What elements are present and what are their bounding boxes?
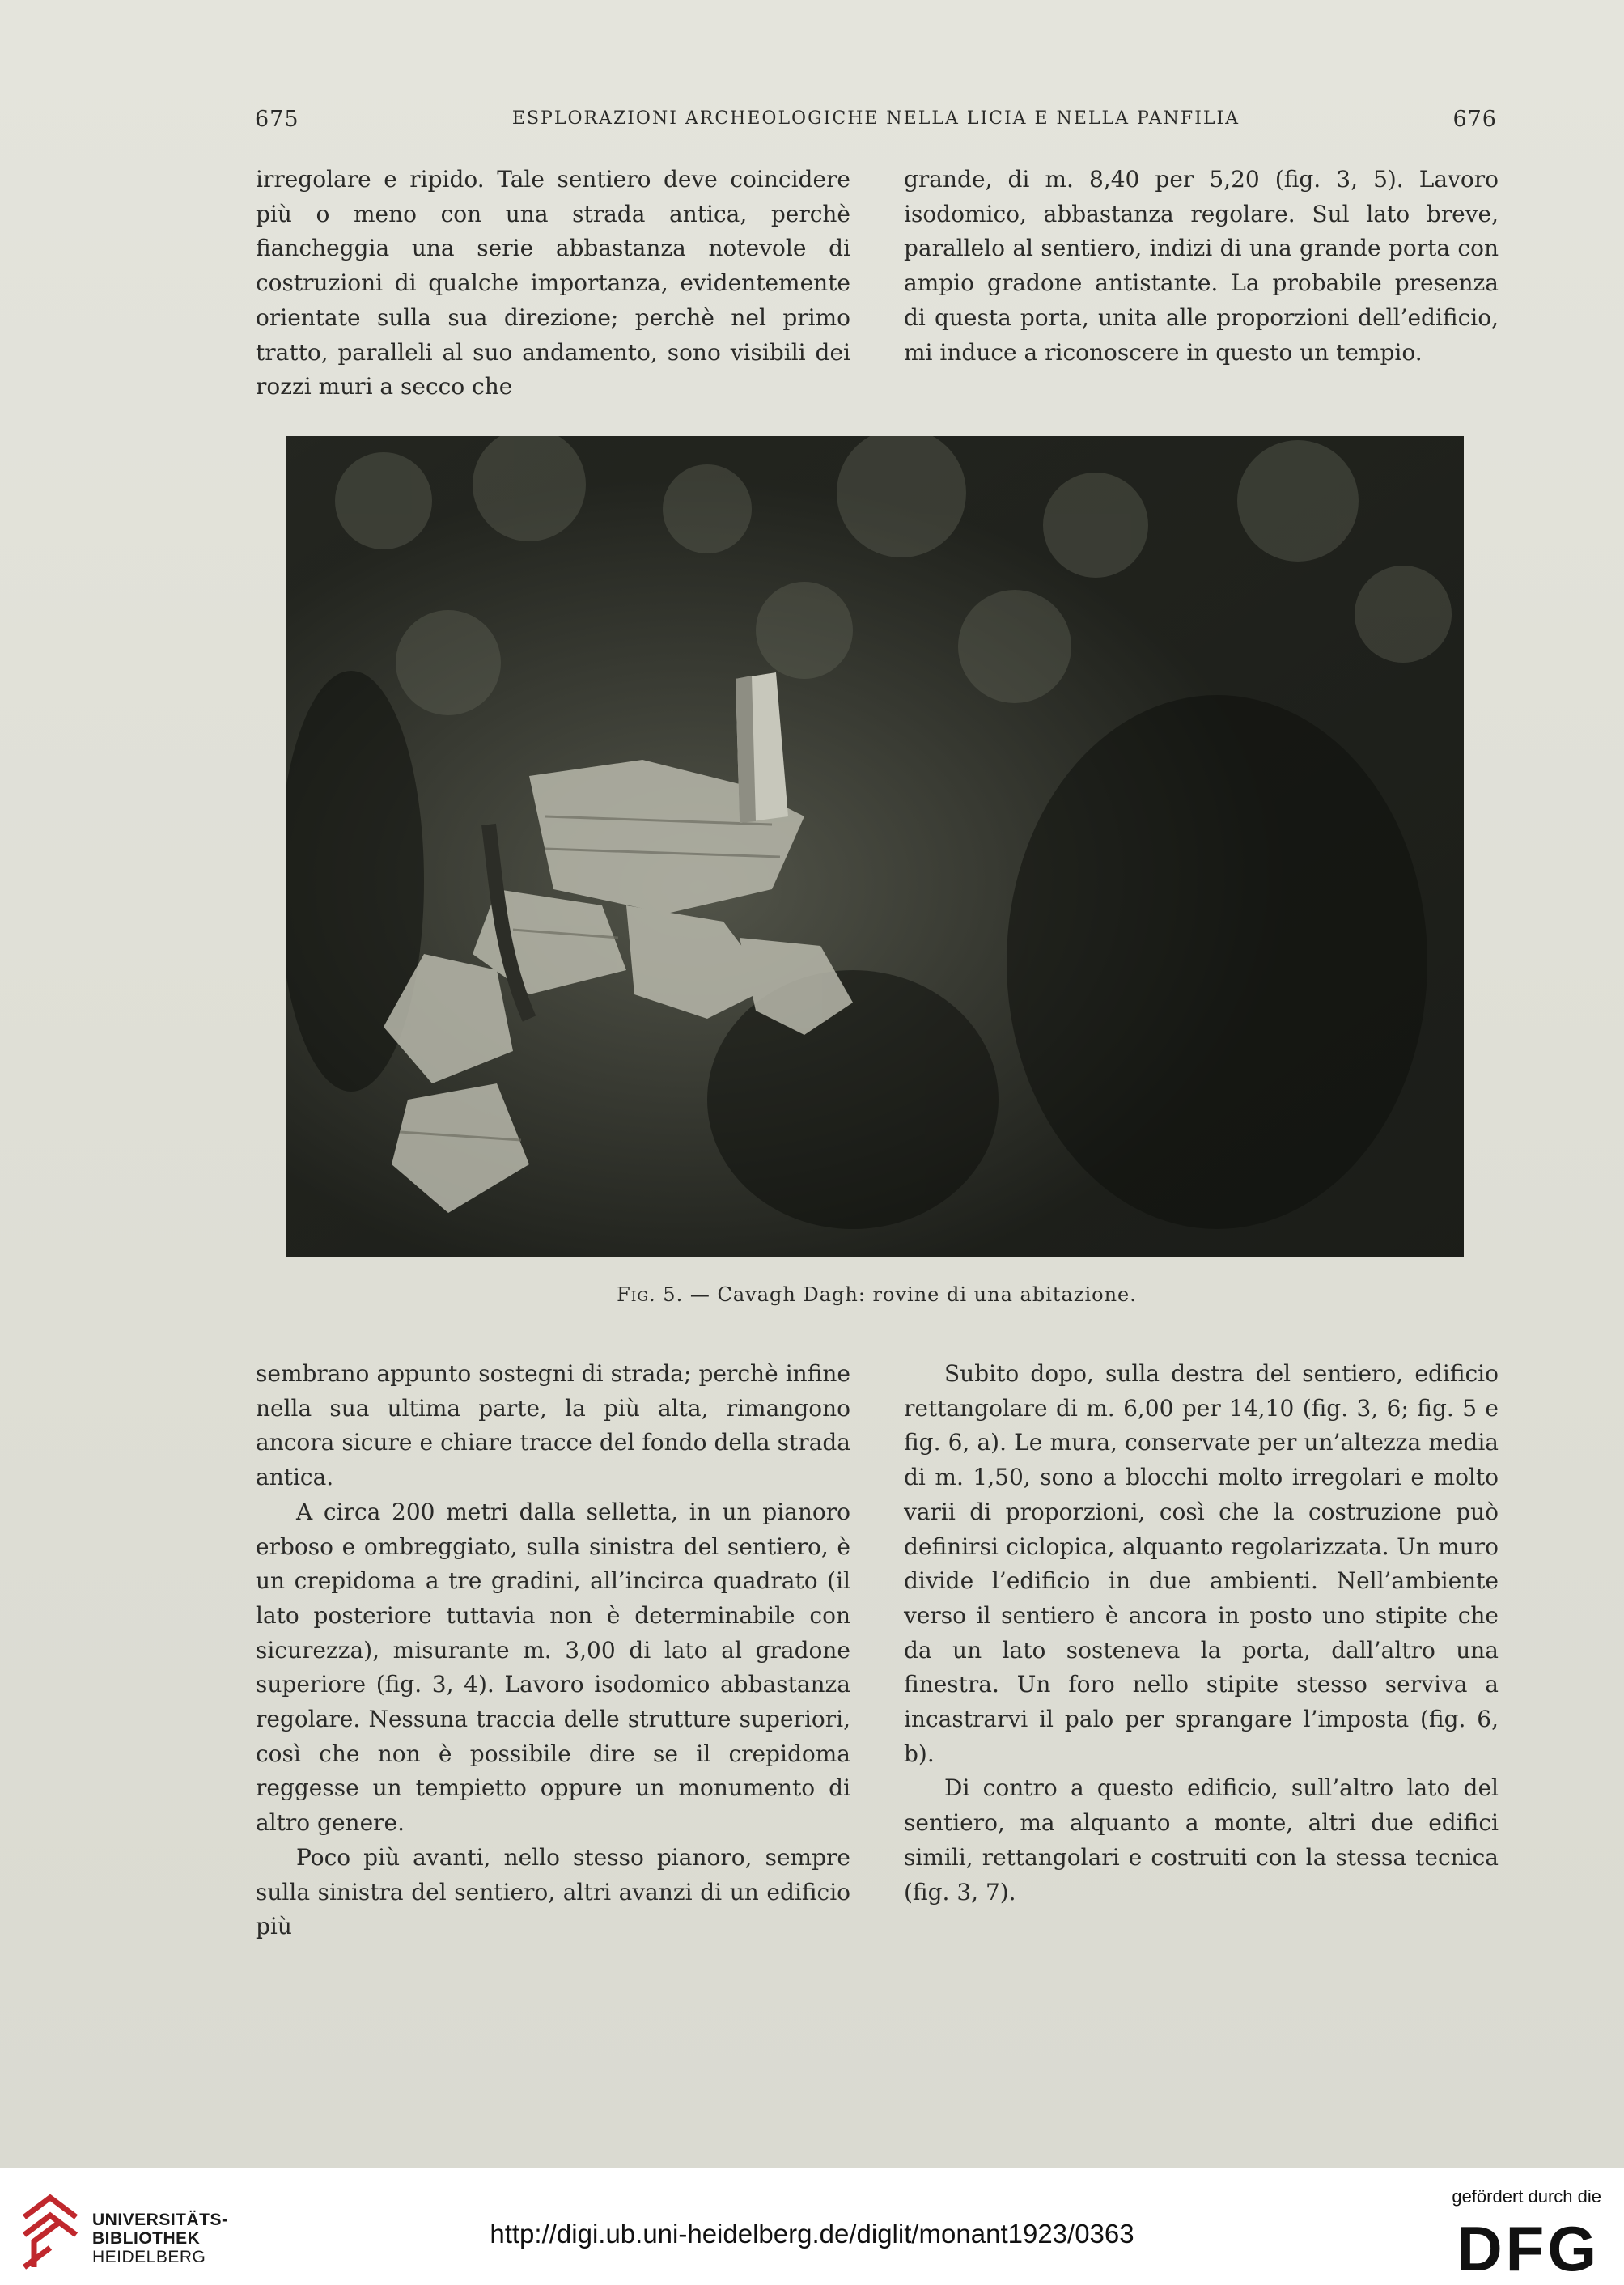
figure-label: Fig. 5. [617, 1283, 684, 1306]
library-name-line1: UNIVERSITÄTS- [92, 2211, 228, 2229]
library-name-line3: HEIDELBERG [92, 2248, 206, 2266]
figure-photograph [286, 436, 1464, 1257]
library-name-line2: BIBLIOTHEK [92, 2229, 201, 2248]
figure-caption [256, 1283, 1498, 1306]
funding-note: gefördert durch die [1452, 2186, 1601, 2207]
paragraph: sembrano appunto sostegni di strada; perchè infine nella sua ultima parte, la più alta, rimangono ancora sicure e chiare tracce del fondo della strada antica. [256, 1360, 850, 1491]
caption-text: Cavagh Dagh: rovine di una abitazione. [717, 1283, 1137, 1306]
paragraph: grande, di m. 8,40 per 5,20 (fig. 3, 5). Lavoro isodomico, abbastanza regolare. Sul lato breve, parallelo al sentiero, indizi di una grande porta con ampio gradone antistante. La probabile presenza di questa porta, unita alle proporzioni dell’edificio, mi induce a riconoscere in questo un tempio. [904, 166, 1499, 366]
column-top-right [904, 163, 1499, 370]
running-title: ESPLORAZIONI ARCHEOLOGICHE NELLA LICIA E NELLA PANFILIA [511, 108, 1240, 129]
column-bottom-right [904, 1357, 1499, 1910]
digitization-footer [0, 2168, 1624, 2285]
paragraph: Poco più avanti, nello stesso pianoro, sempre sulla sinistra del sentiero, altri avanzi di un edificio più [256, 1843, 850, 1940]
paragraph: Subito dopo, sulla destra del sentiero, edificio rettangolare di m. 6,00 per 14,10 (fig. 3, 6; fig. 5 e fig. 6, a). Le mura, conservate per un’altezza media di m. 1,50, sono a blocchi molto irregolari e molto varii di proporzioni, così che la costruzione può definirsi ciclopica, alquanto regolarizzata. Un muro divide l’edificio in due ambienti. Nell’ambiente verso il sentiero è ancora in posto uno stipite che da un lato sosteneva la porta, dall’altro una finestra. Un foro nello stipite stesso serviva a incastrarvi il palo per sprangare l’imposta (fig. 6, b). [904, 1360, 1499, 1767]
column-top-left [256, 163, 850, 405]
paragraph: Di contro a questo edificio, sull’altro lato del sentiero, ma alquanto a monte, altri due edifici simili, rettangolari e costruiti con la stessa tecnica (fig. 3, 7). [904, 1774, 1499, 1906]
caption-dash: — [689, 1283, 710, 1306]
page-number-right: 676 [1452, 107, 1497, 132]
running-header [255, 107, 1497, 139]
ruins-photo-illustration [286, 436, 1464, 1257]
permalink-url[interactable]: http://digi.ub.uni-heidelberg.de/diglit/monant1923/0363 [490, 2219, 1134, 2249]
dfg-logo: DFG [1457, 2213, 1600, 2284]
column-bottom-left [256, 1357, 850, 1944]
page-number-left: 675 [255, 107, 299, 132]
paragraph: irregolare e ripido. Tale sentiero deve coincidere più o meno con una strada antica, perchè fiancheggia una serie abbastanza notevole di costruzioni di qualche importanza, evidentemente orientate sulla sua direzione; perchè nel primo tratto, paralleli al suo andamento, sono visibili dei rozzi muri a secco che [256, 166, 850, 401]
paragraph: A circa 200 metri dalla selletta, in un pianoro erboso e ombreggiato, sulla sinistra del sentiero, è un crepidoma a tre gradini, all’incirca quadrato (il lato posteriore tuttavia non è determinabile con sicurezza), misurante m. 3,00 di lato al gradone superiore (fig. 3, 4). Lavoro isodomico abbastanza regolare. Nessuna traccia delle strutture superiori, così che non è possibile dire se il crepidoma reggesse un tempietto oppure un monumento di altro genere. [256, 1498, 850, 1837]
